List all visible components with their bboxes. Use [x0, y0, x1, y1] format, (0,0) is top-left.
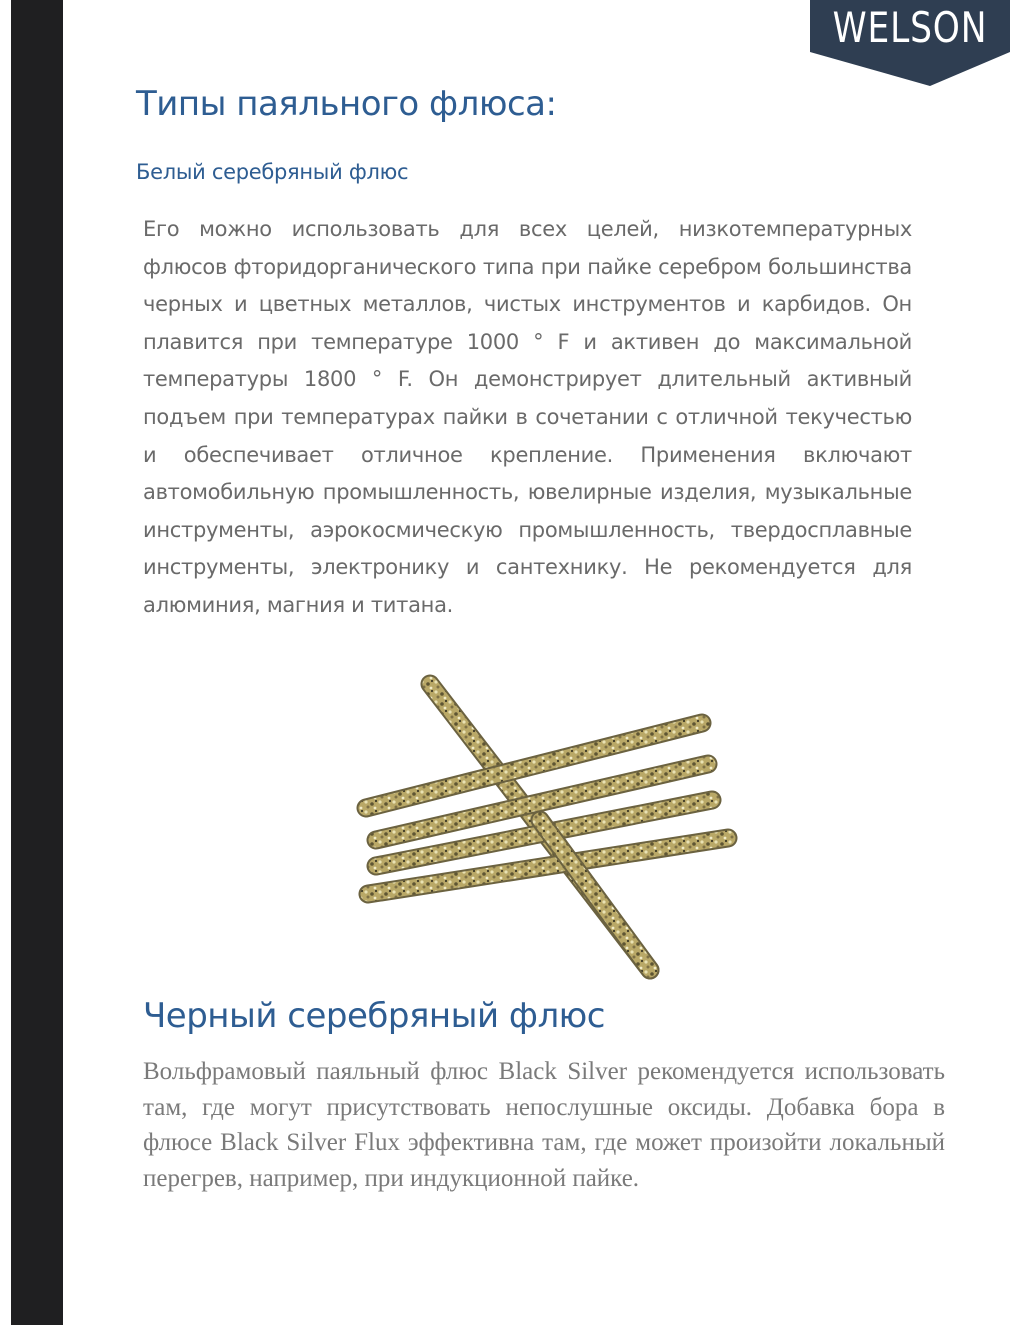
flux-rods-photo	[350, 670, 740, 985]
left-side-bar	[11, 0, 63, 1325]
page-title: Типы паяльного флюса:	[136, 84, 557, 124]
logo-text: WELSON	[832, 3, 988, 52]
white-flux-heading: Белый серебряный флюс	[136, 160, 409, 184]
white-flux-description: Его можно использовать для всех целей, низкотемпературных флюсов фторидорганического типа при пайке серебром большинства черных и цветных металлов, чистых инструментов и карбидов. Он плавится при температуре 1000 ° F и активен до максимальной температуры 1800 ° F. Он демонстрирует длительный активный подъем при температурах пайки в сочетании с отличной текучестью и обеспечивает отличное крепление. Применения включают автомобильную промышленность, ювелирные изделия, музыкальные инструменты, аэрокосмическую промышленность, твердосплавные инструменты, электронику и сантехнику. Не рекомендуется для алюминия, магния и титана.	[143, 217, 912, 617]
black-flux-heading: Черный серебряный флюс	[143, 996, 605, 1036]
welson-logo	[810, 0, 1010, 86]
black-flux-description: Вольфрамовый паяльный флюс Black Silver рекомендуется использовать там, где могут присутствовать непослушные оксиды. Добавка бора в флюсе Black Silver Flux эффективна там, где может произойти локальный перегрев, например, при индукционной пайке.	[143, 1058, 945, 1192]
